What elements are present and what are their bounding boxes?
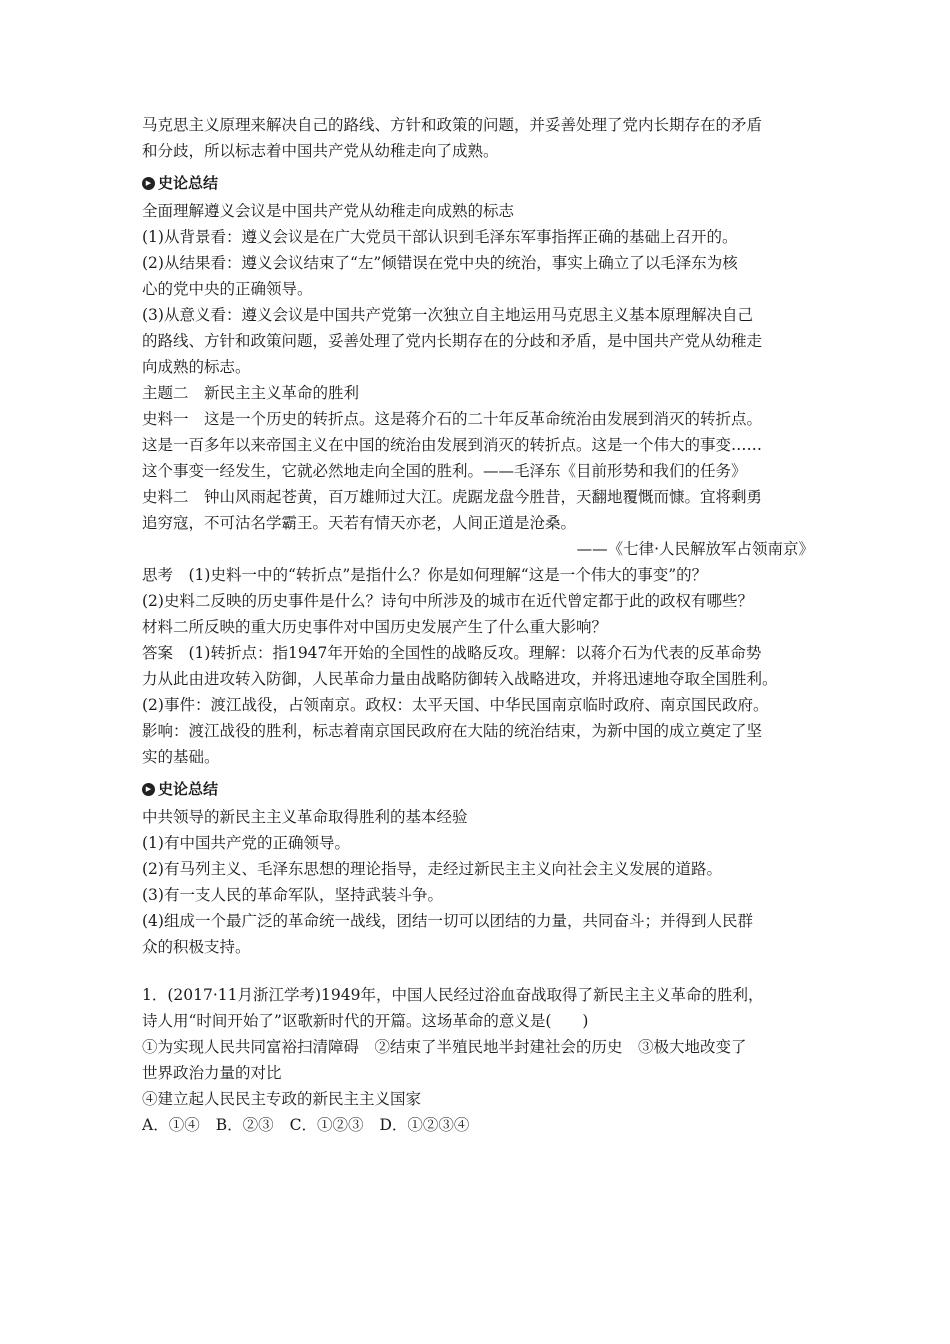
intro-line: 和分歧，所以标志着中国共产党从幼稚走向了成熟。 bbox=[142, 142, 499, 160]
answer-line: (2)事件：渡江战役，占领南京。政权：太平天国、中华民国南京临时政府、南京国民政府。 bbox=[142, 696, 769, 714]
summary-line: 众的积极支持。 bbox=[142, 938, 251, 956]
topic-line: 主题二 新民主主义革命的胜利 bbox=[142, 384, 360, 402]
summary-line: (2)有马列主义、毛泽东思想的理论指导，走经过新民主主义向社会主义发展的道路。 bbox=[142, 860, 722, 878]
topic-line: 材料二所反映的重大历史事件对中国历史发展产生了什么重大影响？ bbox=[142, 618, 608, 636]
summary-line: (1)从背景看：遵义会议是在广大党员干部认识到毛泽东军事指挥正确的基础上召开的。 bbox=[142, 228, 738, 246]
topic-line: 追穷寇，不可沽名学霸王。天若有情天亦老，人间正道是沧桑。 bbox=[142, 514, 577, 532]
intro-line: 马克思主义原理来解决自己的路线、方针和政策的问题，并妥善处理了党内长期存在的矛盾 bbox=[142, 116, 763, 134]
summary-heading-label: 史论总结 bbox=[158, 174, 219, 192]
summary-line: (4)组成一个最广泛的革命统一战线，团结一切可以团结的力量，共同奋斗；并得到人民群 bbox=[142, 912, 753, 930]
summary-heading-label: 史论总结 bbox=[158, 780, 219, 798]
summary-line: 全面理解遵义会议是中国共产党从幼稚走向成熟的标志 bbox=[142, 202, 515, 220]
topic-line: 史料二 钟山风雨起苍黄，百万雄师过大江。虎踞龙盘今胜昔，天翻地覆慨而慷。宜将剩勇 bbox=[142, 488, 763, 506]
question-line: ①为实现人民共同富裕扫清障碍 ②结束了半殖民地半封建社会的历史 ③极大地改变了 bbox=[142, 1038, 747, 1056]
answer-line: 影响：渡江战役的胜利，标志着南京国民政府在大陆的统治结束，为新中国的成立奠定了坚 bbox=[142, 722, 763, 740]
option-a: A．①④ bbox=[142, 1116, 200, 1134]
summary-line: (1)有中国共产党的正确领导。 bbox=[142, 834, 350, 852]
option-c: C．①②③ bbox=[289, 1116, 364, 1134]
question-line: 诗人用“时间开始了”讴歌新时代的开篇。这场革命的意义是( ) bbox=[142, 1012, 589, 1030]
summary-heading bbox=[142, 170, 822, 196]
summary-line: 的路线、方针和政策问题，妥善处理了党内长期存在的分歧和矛盾，是中国共产党从幼稚走 bbox=[142, 332, 763, 350]
topic-line: (2)史料二反映的历史事件是什么？诗句中所涉及的城市在近代曾定都于此的政权有哪些？ bbox=[142, 592, 753, 610]
summary-line: (2)从结果看：遵义会议结束了“左”倾错误在党中央的统治，事实上确立了以毛泽东为核 bbox=[142, 254, 738, 272]
answer-line: 实的基础。 bbox=[142, 748, 220, 766]
summary-heading bbox=[142, 776, 822, 802]
summary-line: (3)有一支人民的革命军队，坚持武装斗争。 bbox=[142, 886, 443, 904]
document-page bbox=[142, 112, 822, 1138]
option-d: D．①②③④ bbox=[379, 1116, 470, 1134]
summary-line: (3)从意义看：遵义会议是中国共产党第一次独立自主地运用马克思主义基本原理解决自己 bbox=[142, 306, 753, 324]
poem-source: ——《七律·人民解放军占领南京》 bbox=[576, 540, 814, 558]
topic-line: 这个事变一经发生，它就必然地走向全国的胜利。——毛泽东《目前形势和我们的任务》 bbox=[142, 462, 747, 480]
question-line: ④建立起人民民主专政的新民主主义国家 bbox=[142, 1090, 422, 1108]
summary-line: 心的党中央的正确领导。 bbox=[142, 280, 313, 298]
topic-line: 思考 (1)史料一中的“转折点”是指什么？你是如何理解“这是一个伟大的事变”的？ bbox=[142, 566, 708, 584]
section-gap bbox=[142, 960, 822, 982]
answer-line: 答案 (1)转折点：指1947年开始的全国性的战略反攻。理解：以蒋介石为代表的反革命势 bbox=[142, 644, 762, 662]
summary-line: 向成熟的标志。 bbox=[142, 358, 251, 376]
topic-line: 史料一 这是一个历史的转折点。这是蒋介石的二十年反革命统治由发展到消灭的转折点。 bbox=[142, 410, 763, 428]
answer-line: 力从此由进攻转入防御，人民革命力量由战略防御转入战略进攻，并将迅速地夺取全国胜利。 bbox=[142, 670, 778, 688]
summary-line: 中共领导的新民主主义革命取得胜利的基本经验 bbox=[142, 808, 468, 826]
play-icon: ▶ bbox=[142, 177, 155, 190]
question-line: 世界政治力量的对比 bbox=[142, 1064, 282, 1082]
play-icon: ▶ bbox=[142, 783, 155, 796]
answer-options bbox=[142, 1112, 822, 1138]
topic-line: 这是一百多年以来帝国主义在中国的统治由发展到消灭的转折点。这是一个伟大的事变…… bbox=[142, 436, 763, 454]
option-b: B．②③ bbox=[215, 1116, 274, 1134]
question-line: 1．(2017·11月浙江学考)1949年，中国人民经过浴血奋战取得了新民主主义革命的胜利， bbox=[142, 986, 764, 1004]
